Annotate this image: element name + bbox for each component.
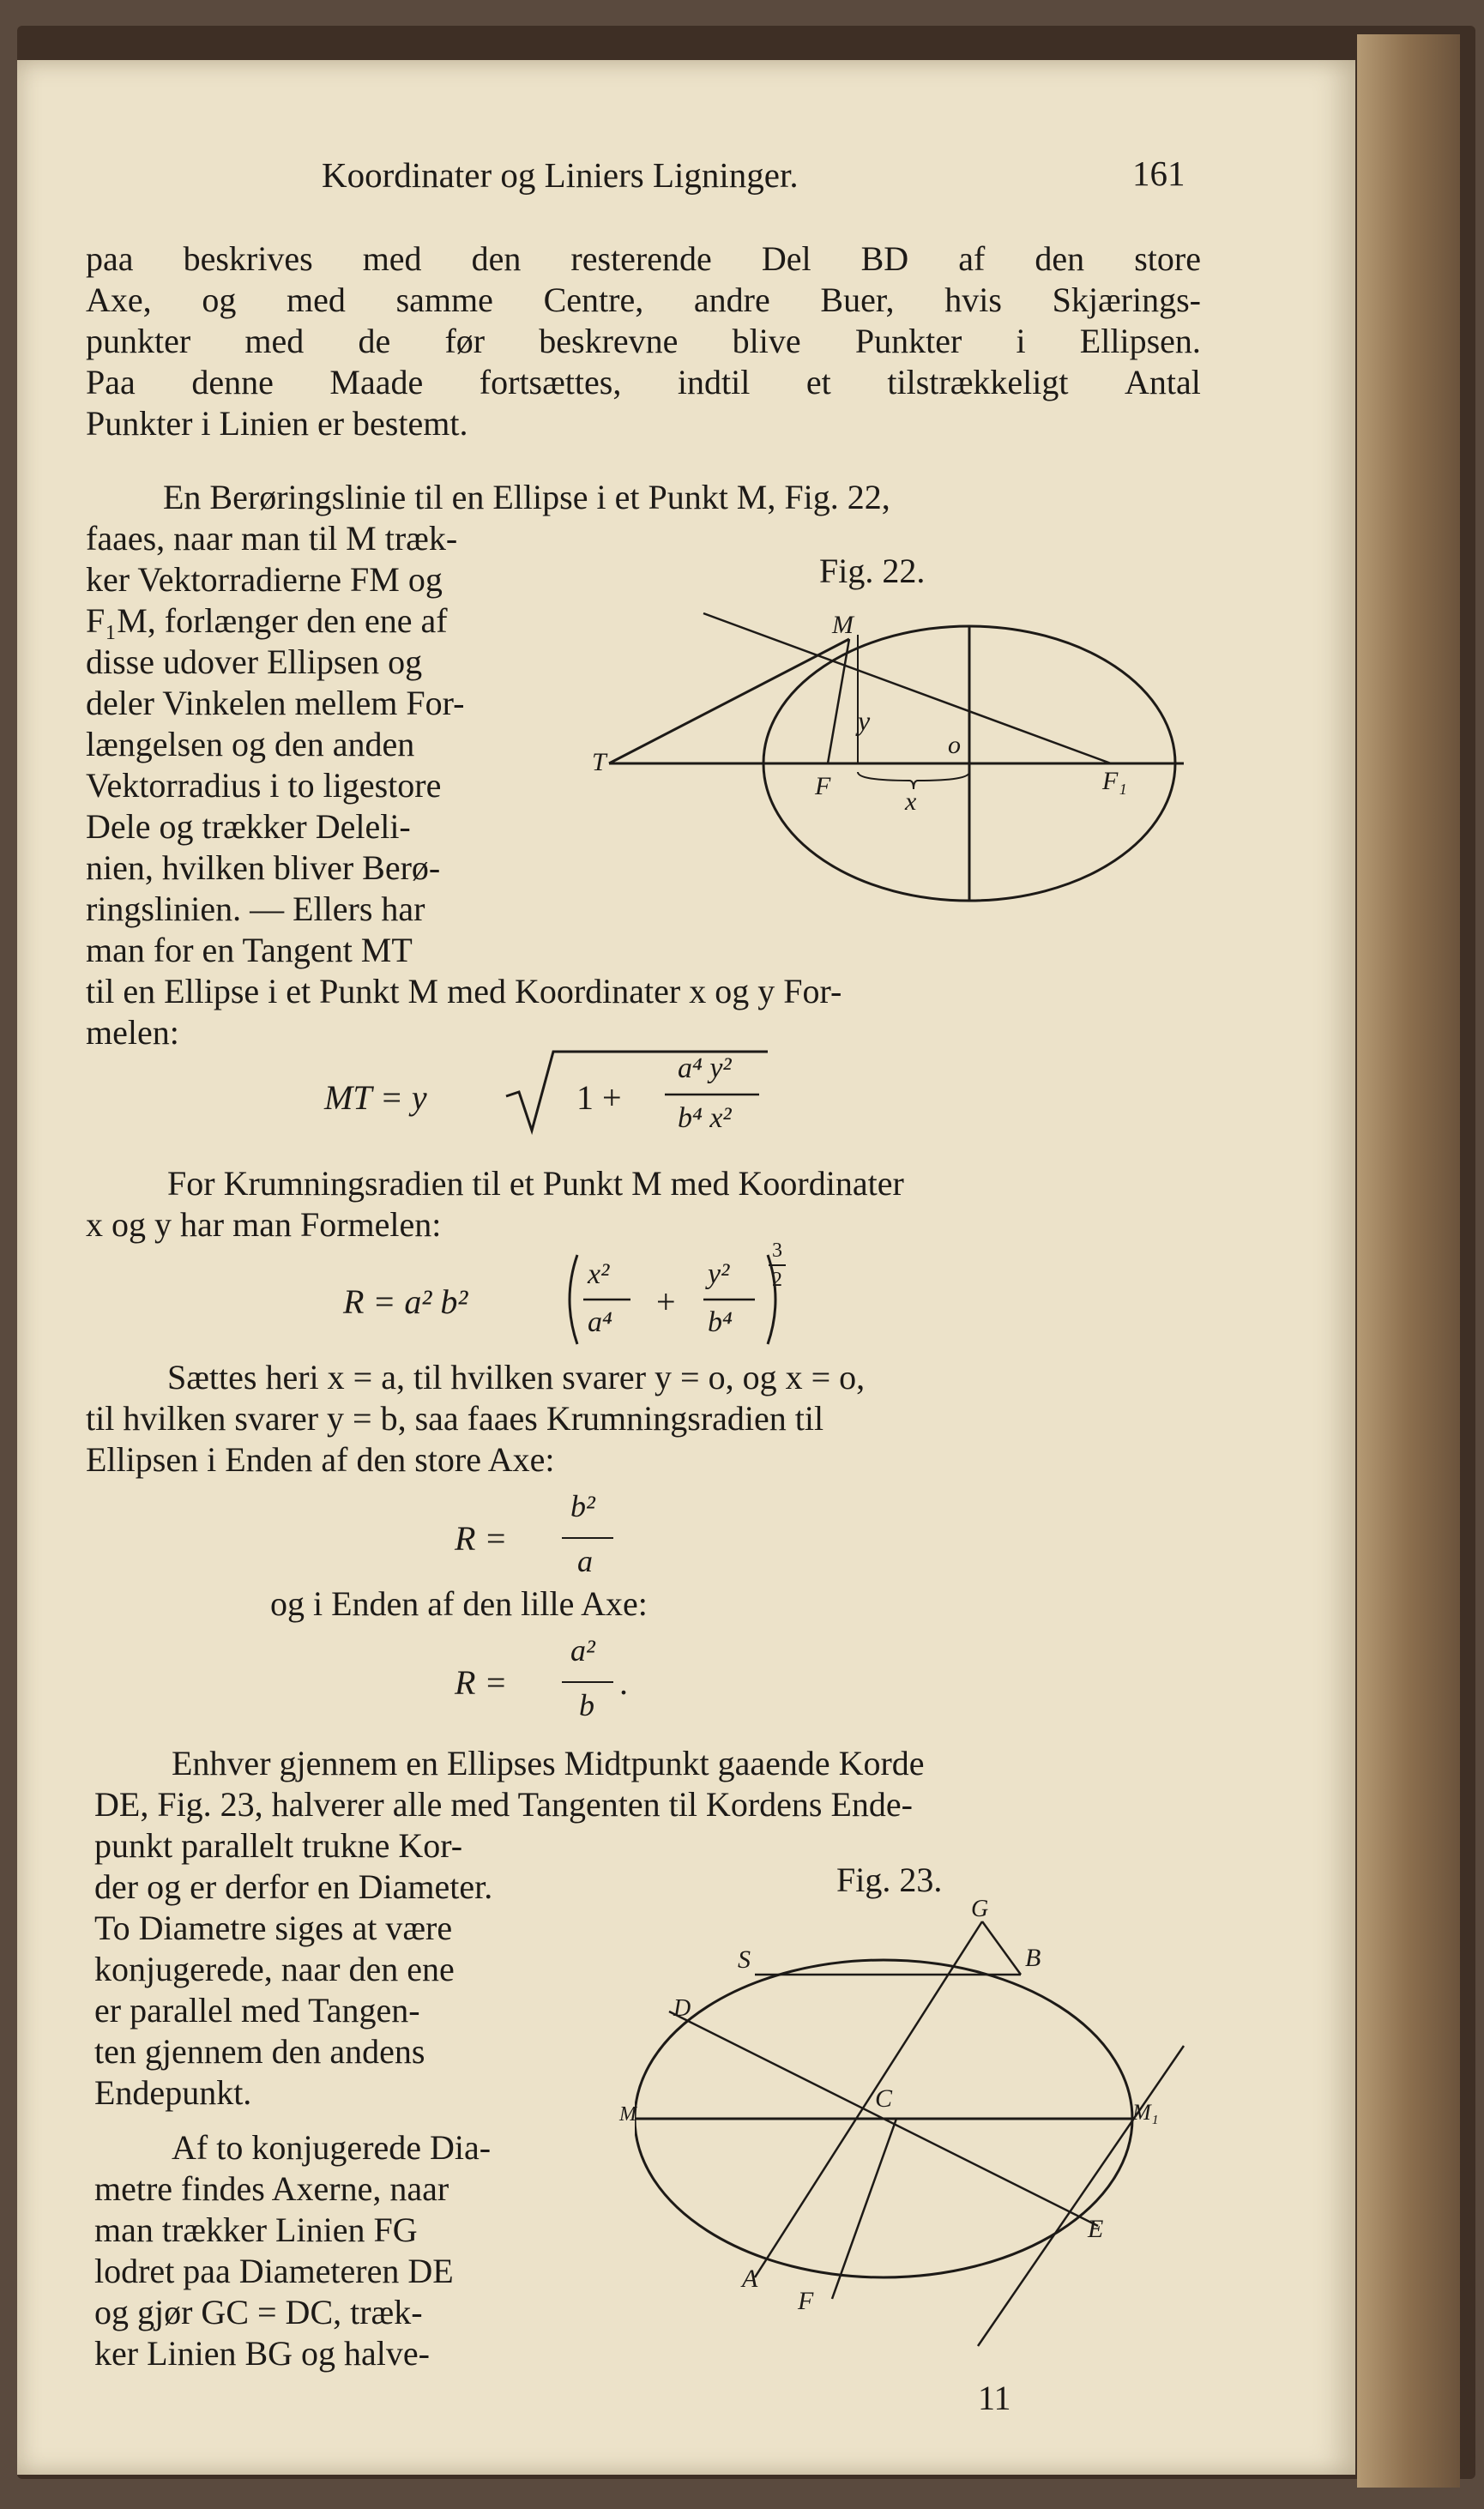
x-denominator: a⁴ (588, 1306, 612, 1338)
fig23-label-F: F (798, 2287, 814, 2315)
text-line: og gjør GC = DC, træk- (94, 2293, 423, 2331)
fig23-label-C: C (875, 2084, 893, 2113)
fraction-bar (562, 1537, 613, 1539)
fig23-label-E: E (1088, 2215, 1104, 2243)
fig22-label-F: F (815, 772, 831, 800)
text-line: faaes, naar man til M træk- (86, 519, 458, 558)
fig23-label-M: M (619, 2103, 636, 2126)
fig22-label-y: y (858, 705, 871, 736)
y-denominator: b⁴ (708, 1306, 733, 1338)
text-line: man trækker Linien FG (94, 2210, 418, 2249)
text-line: der og er derfor en Diameter. (94, 1867, 493, 1906)
text-line: For Krumningsradien til et Punkt M med Koordinater (167, 1164, 904, 1203)
y-numerator: y² (708, 1258, 730, 1290)
text-line: Punkter i Linien er bestemt. (86, 404, 468, 443)
text-line: Paa denne Maade fortsættes, indtil et tilstrækkeligt Antal (86, 363, 1201, 401)
text-line: lodret paa Diameteren DE (94, 2252, 454, 2290)
text-line: x og y har man Formelen: (86, 1205, 442, 1244)
exponent-bar (769, 1264, 786, 1266)
fig23-label-S: S (738, 1945, 751, 1974)
text-line: er parallel med Tangen- (94, 1991, 420, 2030)
formula-one: 1 + (576, 1078, 622, 1117)
formula-numerator: a² (570, 1633, 595, 1668)
text-line: Ellipsen i Enden af den store Axe: (86, 1440, 555, 1479)
exponent-numerator: 3 (772, 1239, 782, 1262)
fig22-label-T: T (592, 748, 606, 776)
signature-mark: 11 (978, 2379, 1011, 2417)
text-line: Endepunkt. (94, 2073, 252, 2112)
text-line: Dele og trækker Deleli- (86, 807, 411, 846)
fraction-bar (562, 1681, 613, 1683)
formula-denominator: b (579, 1688, 594, 1722)
fig23-label-A: A (742, 2265, 758, 2293)
fig22-caption: Fig. 22. (819, 552, 926, 590)
formula-dot: . (619, 1663, 628, 1702)
text-line: konjugerede, naar den ene (94, 1950, 455, 1988)
formula-lhs: R = (455, 1519, 508, 1558)
fig22-label-x: x (905, 787, 917, 816)
text-line: Axe, og med samme Centre, andre Buer, hvis Skjærings- (86, 280, 1201, 319)
text-line: F₁M, forlænger den ene af (86, 601, 448, 640)
radical-sign (502, 1045, 776, 1139)
text-line: melen: (86, 1013, 179, 1052)
text-line: ten gjennem den andens (94, 2032, 425, 2071)
text-line: deler Vinkelen mellem For- (86, 684, 465, 722)
text-line: disse udover Ellipsen og (86, 642, 423, 681)
text-line: punkter med de før beskrevne blive Punkter i Ellipsen. (86, 322, 1201, 360)
text-line: man for en Tangent MT (86, 931, 413, 969)
text-line: Af to konjugerede Dia- (172, 2128, 492, 2167)
plus-sign: + (656, 1282, 676, 1321)
text-line: til en Ellipse i et Punkt M med Koordinater x og y For- (86, 972, 842, 1010)
text-line: Sættes heri x = a, til hvilken svarer y = o, og x = o, (167, 1358, 866, 1396)
formula-lhs: MT = y (324, 1078, 427, 1117)
text-line: ker Linien BG og halve- (94, 2334, 430, 2373)
text-line: Enhver gjennem en Ellipses Midtpunkt gaaende Korde (172, 1744, 925, 1782)
text-line: og i Enden af den lille Axe: (270, 1584, 648, 1623)
formula-denominator: a (577, 1544, 593, 1578)
text-line: punkt parallelt trukne Kor- (94, 1826, 463, 1865)
fig23-caption: Fig. 23. (836, 1861, 943, 1899)
formula-numerator: b² (570, 1489, 595, 1523)
text-line: nien, hvilken bliver Berø- (86, 848, 441, 887)
fig22-diagram (583, 600, 1201, 926)
page-number: 161 (1132, 154, 1185, 193)
fig23-label-M1: M₁ (1132, 2100, 1159, 2125)
page-edges (1357, 34, 1460, 2488)
fig22-label-o: o (948, 731, 961, 759)
text-line: DE, Fig. 23, halverer alle med Tangenten til Kordens Ende- (94, 1785, 913, 1824)
fig22-label-M: M (832, 611, 854, 639)
text-line: til hvilken svarer y = b, saa faaes Krumningsradien til (86, 1399, 824, 1438)
text-line: metre findes Axerne, naar (94, 2169, 449, 2208)
formula-lhs: R = a² b² (343, 1282, 468, 1321)
text-line: En Berøringslinie til en Ellipse i et Punkt M, Fig. 22, (163, 478, 890, 516)
formula-numerator: a⁴ y² (678, 1052, 732, 1084)
formula-denominator: b⁴ x² (678, 1102, 732, 1134)
x-numerator: x² (588, 1258, 610, 1290)
exponent-denominator: 2 (772, 1269, 782, 1291)
fig22-label-F1: F₁ (1102, 767, 1127, 795)
text-line: længelsen og den anden (86, 725, 415, 763)
text-line: Vektorradius i to ligestore (86, 766, 442, 805)
fig23-label-G: G (971, 1896, 989, 1922)
formula-lhs: R = (455, 1663, 508, 1702)
fig23-label-D: D (673, 1995, 691, 2022)
text-line: ringslinien. — Ellers har (86, 890, 425, 928)
text-line: To Diametre siges at være (94, 1909, 453, 1947)
text-line: ker Vektorradierne FM og (86, 560, 443, 599)
fig23-diagram (635, 1904, 1218, 2367)
text-line: paa beskrives med den resterende Del BD af den store (86, 239, 1201, 278)
fig23-label-B: B (1025, 1944, 1041, 1972)
running-title: Koordinater og Liniers Ligninger. (322, 155, 799, 195)
